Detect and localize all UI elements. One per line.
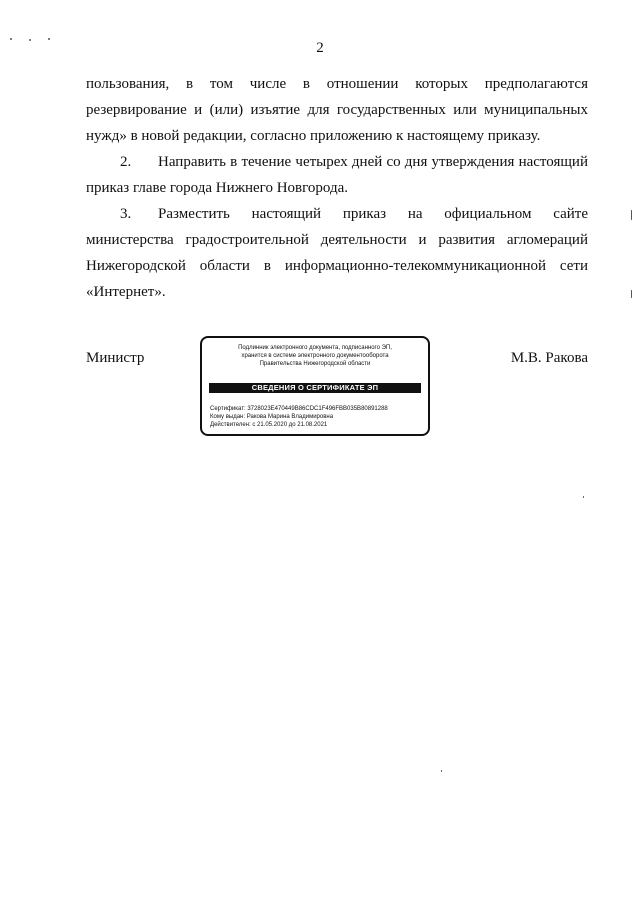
stamp-header-line-3: Правительства Нижегородской области: [259, 361, 371, 367]
stamp-certificate-label: Сертификат:: [210, 406, 246, 412]
list-item-2-text: Направить в течение четырех дней со дня утверждения настоящий приказ главе города Нижнего Новгорода.: [86, 154, 588, 196]
list-item-3-text: Разместить настоящий приказ на официальном сайте министерства градостроительной деятельности и развития агломераций Нижегородской области в информационно-телекоммуникационной сети «Интернет».: [86, 206, 588, 300]
paragraph-continuation: пользования, в том числе в отношении которых предполагаются резервирование и (или) изъятие для государственных или муниципальных нужд» в новой редакции, согласно приложению к настоящему приказу.: [86, 76, 588, 144]
list-item-2: [86, 149, 588, 201]
stamp-valid-row: [210, 421, 422, 429]
list-item-2-number: 2.: [120, 154, 132, 170]
stamp-issued-to-row: [210, 413, 422, 421]
scan-speck: [441, 770, 442, 772]
stamp-certificate-value: 3728023E470449B86CDC1F496FBB035B80891288: [247, 406, 388, 412]
stamp-header-line-1: Подлинник электронного документа, подписанного ЭП,: [238, 345, 392, 351]
scan-speck: [631, 210, 632, 220]
stamp-certificate-row: [210, 405, 422, 413]
stamp-header: [206, 344, 424, 368]
electronic-signature-stamp: [200, 336, 430, 436]
scan-speck: [48, 38, 50, 40]
stamp-header-line-2: хранится в системе электронного документооборота: [241, 353, 389, 359]
scan-speck: [10, 38, 12, 40]
scan-speck: [29, 39, 31, 41]
stamp-valid-value: с 21.05.2020 до 21.08.2021: [252, 422, 328, 428]
list-item-3-number: 3.: [120, 206, 132, 222]
page-number: 2: [316, 40, 324, 56]
stamp-details: [210, 405, 422, 429]
scan-speck: [583, 496, 584, 498]
list-item-3: [86, 201, 588, 305]
stamp-issued-to-value: Ракова Марина Владимировна: [246, 414, 334, 420]
stamp-certificate-bar: СВЕДЕНИЯ О СЕРТИФИКАТЕ ЭП: [209, 383, 421, 393]
scan-speck: [631, 290, 632, 298]
signer-title: Министр: [86, 350, 145, 366]
stamp-valid-label: Действителен:: [210, 422, 251, 428]
stamp-issued-to-label: Кому выдан:: [210, 414, 246, 420]
signer-name: М.В. Ракова: [510, 350, 588, 366]
